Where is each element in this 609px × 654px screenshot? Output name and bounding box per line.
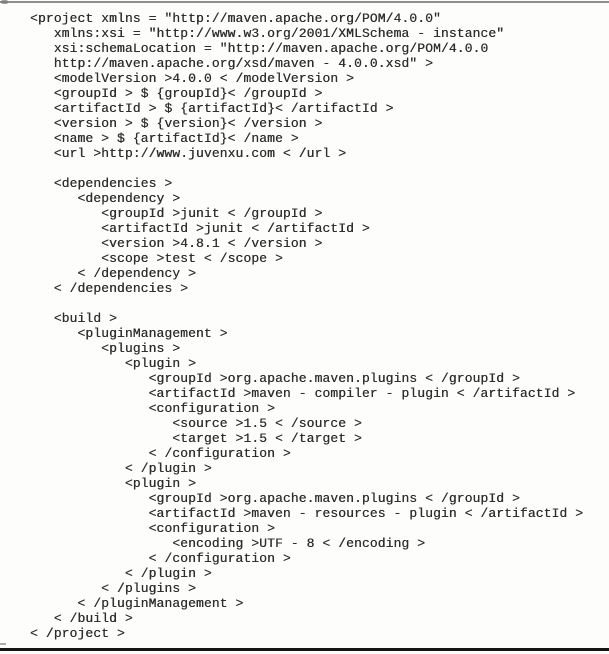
code-line bbox=[30, 161, 609, 176]
code-line: < /dependencies > bbox=[30, 281, 189, 296]
code-line: < /pluginManagement > bbox=[30, 596, 244, 611]
code-line: <artifactId > $ {artifactId}< /artifactId > bbox=[30, 101, 394, 116]
code-line: < /project > bbox=[30, 626, 125, 641]
code-line: <modelVersion >4.0.0 < /modelVersion > bbox=[30, 71, 354, 86]
code-line: <target >1.5 < /target > bbox=[30, 431, 362, 446]
code-line: <plugin > bbox=[30, 356, 196, 371]
code-line: <project xmlns = "http://maven.apache.org/POM/4.0.0" bbox=[30, 11, 441, 26]
code-line: <build > bbox=[30, 311, 117, 326]
code-line: < /dependency > bbox=[30, 266, 196, 281]
scan-artifact bbox=[0, 643, 6, 645]
code-line: http://maven.apache.org/xsd/maven - 4.0.0.xsd" > bbox=[30, 56, 433, 71]
code-line: < /configuration > bbox=[30, 446, 291, 461]
code-line: xsi:schemaLocation = "http://maven.apache.org/POM/4.0.0 bbox=[30, 41, 489, 56]
code-line: <encoding >UTF - 8 < /encoding > bbox=[30, 536, 426, 551]
code-line: <groupId >org.apache.maven.plugins < /groupId > bbox=[30, 371, 520, 386]
code-line: <artifactId >maven - resources - plugin < /artifactId > bbox=[30, 506, 584, 521]
code-line: <scope >test < /scope > bbox=[30, 251, 283, 266]
code-line: <configuration > bbox=[30, 521, 275, 536]
code-line: <version > $ {version}< /version > bbox=[30, 116, 323, 131]
bottom-divider bbox=[0, 648, 609, 651]
code-line: < /plugin > bbox=[30, 461, 212, 476]
code-line: xmlns:xsi = "http://www.w3.org/2001/XMLSchema - instance" bbox=[30, 26, 505, 41]
code-line: <pluginManagement > bbox=[30, 326, 228, 341]
code-line: < /configuration > bbox=[30, 551, 291, 566]
code-line: <configuration > bbox=[30, 401, 275, 416]
code-line: <source >1.5 < /source > bbox=[30, 416, 362, 431]
code-line bbox=[30, 296, 609, 311]
code-line: < /plugin > bbox=[30, 566, 212, 581]
code-line: <artifactId >junit < /artifactId > bbox=[30, 221, 370, 236]
code-line: <groupId >junit < /groupId > bbox=[30, 206, 323, 221]
code-line: <name > $ {artifactId}< /name > bbox=[30, 131, 299, 146]
code-line: < /build > bbox=[30, 611, 133, 626]
code-line: < /plugins > bbox=[30, 581, 196, 596]
top-divider bbox=[0, 1, 609, 3]
code-line: <dependencies > bbox=[30, 176, 173, 191]
code-line: <plugins > bbox=[30, 341, 181, 356]
code-line: <dependency > bbox=[30, 191, 181, 206]
code-line: <groupId > $ {groupId}< /groupId > bbox=[30, 86, 323, 101]
code-line: <version >4.8.1 < /version > bbox=[30, 236, 323, 251]
code-line: <artifactId >maven - compiler - plugin < /artifactId > bbox=[30, 386, 576, 401]
code-line: <url >http://www.juvenxu.com < /url > bbox=[30, 146, 347, 161]
code-line: <groupId >org.apache.maven.plugins < /groupId > bbox=[30, 491, 520, 506]
code-line: <plugin > bbox=[30, 476, 196, 491]
scan-artifact bbox=[1, 0, 8, 4]
pom-xml-code-listing bbox=[30, 11, 609, 641]
